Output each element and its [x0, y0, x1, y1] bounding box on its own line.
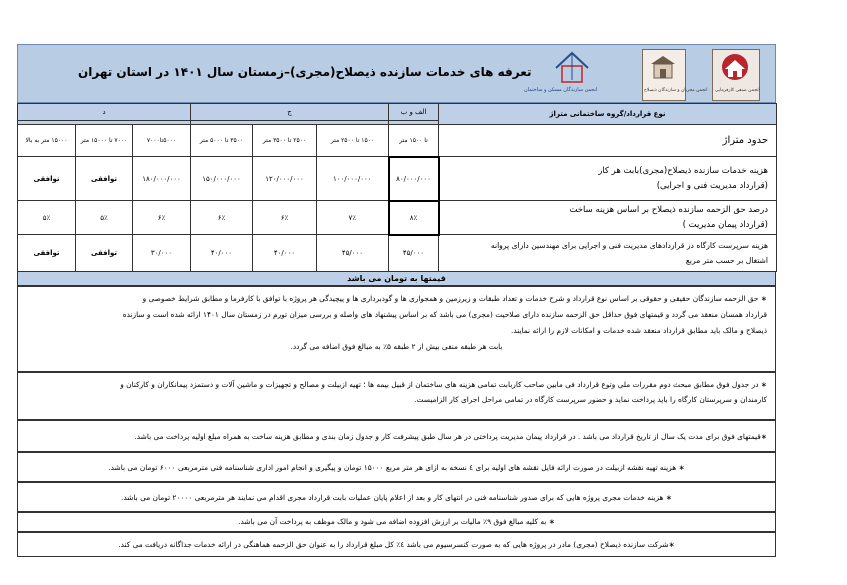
value-cell: توافقی — [76, 157, 133, 201]
logo1-caption: انجمن سازندگان مسکن و ساختمان — [524, 87, 598, 93]
area-range-cell: ۱۵۰۰ تا ۲۵۰۰ متر — [317, 125, 389, 157]
tariff-table — [17, 103, 777, 272]
value-cell: ۱۲۰/۰۰۰/۰۰۰ — [253, 157, 317, 201]
building-emblem-icon — [643, 50, 683, 86]
value-cell: ۴۰/۰۰۰ — [253, 235, 317, 272]
note-line: بابت هر طبقه منفی بیش از ۲ طبقه ۵٪ به مبالغ فوق اضافه می گردد. — [290, 342, 503, 351]
value-cell: ۳۰/۰۰۰ — [133, 235, 191, 272]
note-block — [17, 532, 776, 557]
row-label-main: هزینه خدمات سازنده ذیصلاح(مجری)بابت هر کار — [598, 165, 768, 176]
note-block — [17, 286, 776, 372]
row-label-sub: (قرارداد پیمان مدیریت ) — [682, 219, 768, 230]
row-label-sub: (قرارداد مدیریت فنی و اجرایی) — [656, 180, 768, 191]
note-block — [17, 512, 776, 532]
header-banner — [17, 44, 776, 103]
row-label-sub: اشتغال بر حسب متر مربع — [685, 256, 768, 265]
value-cell: توافقی — [18, 157, 76, 201]
area-range-cell: ۱۵۰۰۰ متر به بالا — [18, 125, 76, 157]
area-range-cell: ۳۵۰۰ تا ۵۰۰۰ متر — [191, 125, 253, 157]
area-range-cell: ۲۵۰۰ تا ۳۵۰۰ متر — [253, 125, 317, 157]
value-cell: ۴۵/۰۰۰ — [317, 235, 389, 272]
value-cell: ۱۰۰/۰۰۰/۰۰۰ — [317, 157, 389, 201]
value-cell: ۵٪ — [18, 201, 76, 235]
logo3-caption: انجمن صنفی کارفرمایی — [715, 88, 760, 93]
value-cell: ۸۰/۰۰۰/۰۰۰ — [389, 157, 439, 201]
page-title: تعرفه های خدمات سازنده ذیصلاح(مجری)–زمستان سال ۱۴۰۱ در استان تهران — [78, 65, 532, 79]
group-c-header: ج — [191, 104, 389, 121]
builders-association-logo — [642, 49, 708, 101]
row-label — [439, 157, 777, 201]
note-line: ∗ به کلیه مبالغ فوق ۹٪ مالیات بر ارزش افزوده اضافه می شود و مالک موظف به پرداخت آن می باشد. — [238, 517, 555, 526]
note-line: ∗ در جدول فوق مطابق مبحث دوم مقررات ملی وتوع قرارداد فی مابین صاحب کاربابت تمامی هزینه های ساختمان از قبیل بیمه ها ؛ تهیه ازبیلت و مصالح و تجهیزات و ماشین آلات و دستمزد پیمانکاران و کارکنان و — [120, 380, 767, 389]
logo2-caption: انجمن مجریان و سازندگان ذیصلاح — [644, 88, 708, 93]
note-line: ∗ هزینه تهیه نقشه ازبیلت در صورت ارائه فایل نقشه های اولیه برای ٤ نسخه به ازای هر متر مربع ۱۵۰۰۰ تومان و پیگیری و انجام امور اداری شناسنامه فنی مترمربعی ۶۰۰۰ تومان می باشد. — [108, 463, 685, 472]
note-line: ذیصلاح و مالک باید مطابق قرارداد منعقد شده خدمات و امکانات لازم را ارائه نمایند. — [511, 326, 767, 335]
area-range-cell: تا ۱۵۰۰ متر — [389, 125, 439, 157]
housing-builders-logo — [522, 50, 622, 98]
value-cell: ۶٪ — [133, 201, 191, 235]
group-d-header: د — [18, 104, 191, 121]
house-outline-icon — [552, 50, 592, 84]
note-line: ∗ حق الزحمه سازندگان حقیقی و حقوقی بر اساس نوع قرارداد و شرح خدمات و تعداد طبقات و زیرزمین و همجواری ها و گودبرداری ها و پیچیدگی هر پروژه با توافق با کارفرما و مطابق شرایط خصوصی و — [142, 294, 767, 303]
employers-association-logo — [712, 49, 760, 101]
row-label-main: درصد حق الزحمه سازنده ذیصلاح بر اساس هزینه ساخت — [569, 204, 768, 215]
area-range-cell: ۵۰۰۰تا۷۰۰۰ — [133, 125, 191, 157]
area-range-cell: ۷۰۰۰ تا ۱۵۰۰۰ متر — [76, 125, 133, 157]
note-line: ∗قیمتهای فوق برای مدت یک سال از تاریخ قرارداد می باشد . در قرارداد پیمان مدیریت پرداختی در هر سال طبق پیشرفت کار و جدول زمان بندی و مطابق هزینه ساخت به همراه مبلغ اولیه پرداخت می باشد. — [134, 432, 767, 441]
value-cell: ۴۵/۰۰۰ — [389, 235, 439, 272]
value-cell: توافقی — [76, 235, 133, 272]
note-block — [17, 452, 776, 482]
note-line: ∗شرکت سازنده ذیصلاح (مجری) مادر در پروژه هایی که به صورت کنسرسیوم می باشد ٤٪ کل مبلغ قرارداد را به عنوان حق الزحمه هماهنگی در ارائه خدمات جداگانه دریافت می کند. — [118, 540, 675, 549]
area-range-label: حدود متراژ — [439, 125, 777, 157]
value-cell: ۵٪ — [76, 201, 133, 235]
note-block — [17, 482, 776, 512]
value-cell: توافقی — [18, 235, 76, 272]
group-a-b-header: الف و ب — [389, 104, 439, 121]
row-label — [439, 235, 777, 272]
row-label-main: هزینه سرپرست کارگاه در قراردادهای مدیریت فنی و اجرایی برای مهندسین دارای پروانه — [490, 241, 768, 250]
value-cell: ۴۰/۰۰۰ — [191, 235, 253, 272]
value-cell: ۱۵۰/۰۰۰/۰۰۰ — [191, 157, 253, 201]
value-cell: ۱۸۰/۰۰۰/۰۰۰ — [133, 157, 191, 201]
note-block — [17, 420, 776, 452]
logo-group — [522, 48, 767, 101]
contract-type-header: نوع قرارداد/گروه ساختمانی متراژ — [439, 104, 777, 125]
currency-note: قیمتها به تومان می باشد — [17, 271, 776, 286]
note-line: ∗ هزینه خدمات مجری پروژه هایی که برای صدور شناسنامه فنی در انتهای کار و بعد از اعلام پایان عملیات بابت قرارداد مجری اقدام می نمایند هر مترمربعی ۲۰۰۰۰ تومان می باشد. — [121, 493, 672, 502]
note-line: قرارداد همسان منعقد می گردد و قیمتهای فوق حداقل حق الزحمه سازنده دارای صلاحیت (مجری) می باشد که بر اساس پیشنهاد های واصله و بررسی میزان تورم در زمستان سال ۱۴۰۱ ارائه شده است و سازنده — [122, 310, 767, 319]
red-house-emblem-icon — [713, 50, 757, 86]
note-block — [17, 372, 776, 420]
value-cell: ۶٪ — [253, 201, 317, 235]
note-line: کارمندان و سرپرستان کارگاه را باید پرداخت نماید و حضور سرپرست کارگاه در تمامی مراحل اجرای کار الزامیست. — [414, 395, 767, 404]
row-label — [439, 201, 777, 235]
value-cell: ۷٪ — [317, 201, 389, 235]
value-cell: ۶٪ — [191, 201, 253, 235]
value-cell: ۸٪ — [389, 201, 439, 235]
